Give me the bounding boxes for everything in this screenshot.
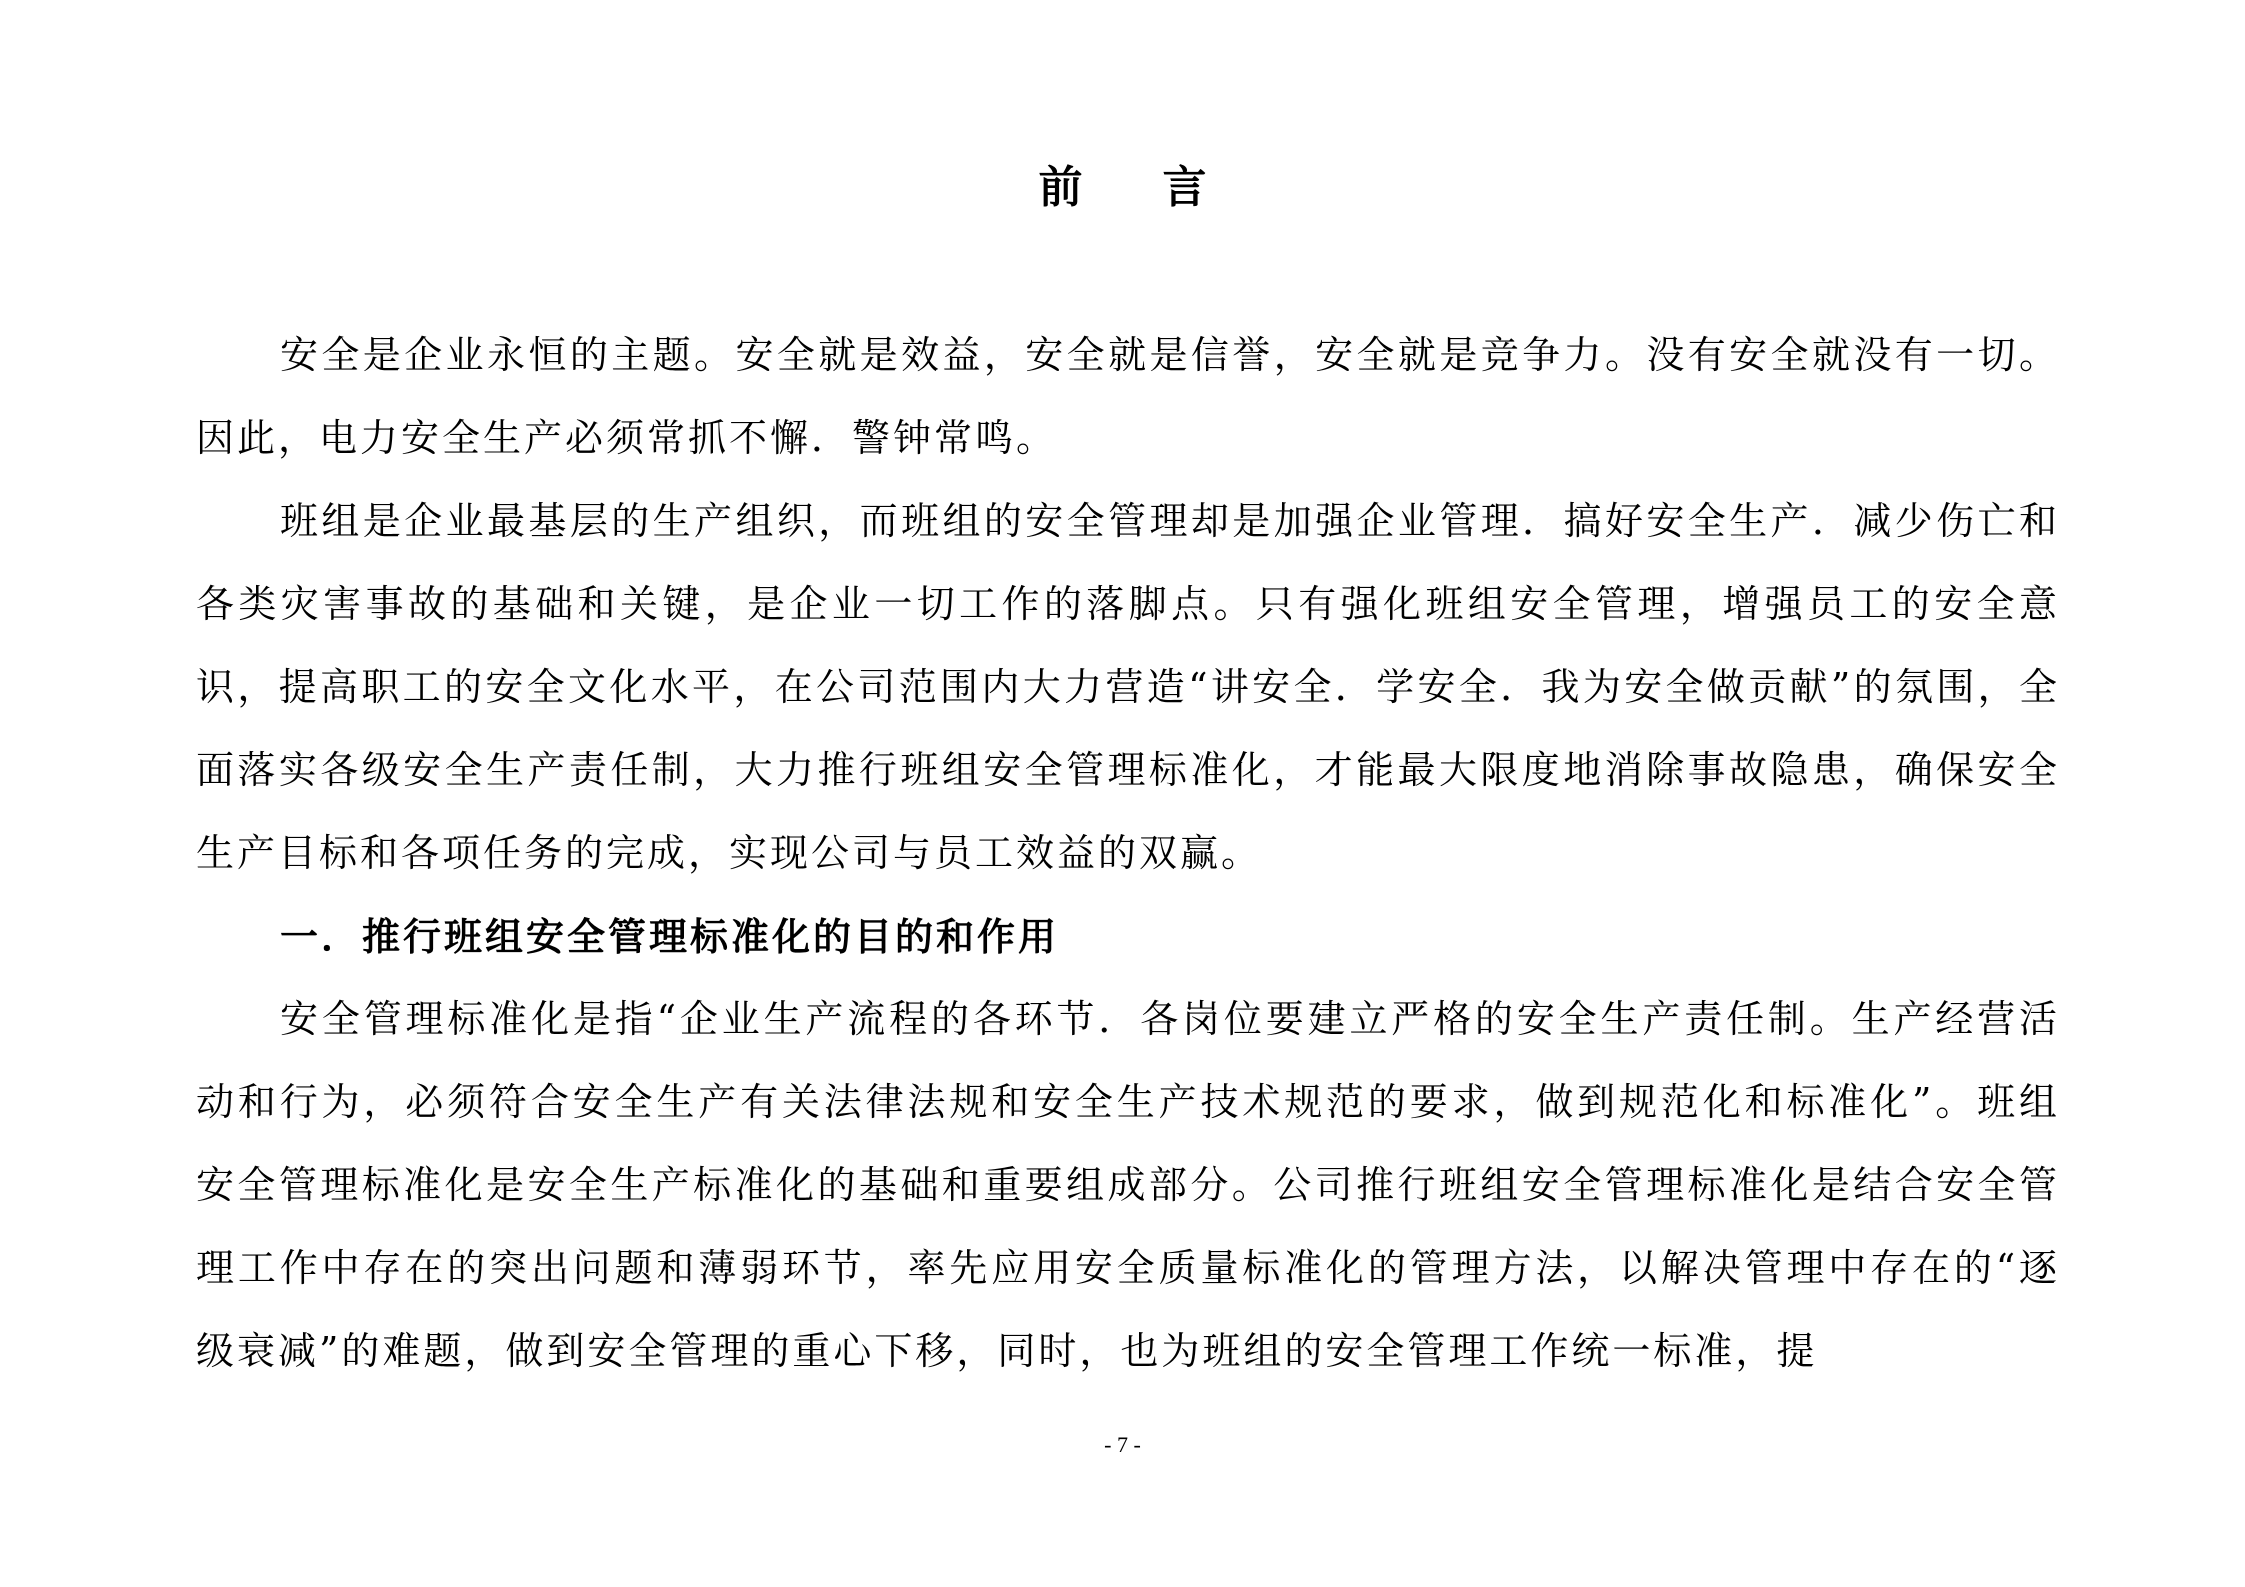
section-heading: 一．推行班组安全管理标准化的目的和作用	[280, 914, 1060, 959]
body-text	[196, 314, 2060, 1393]
paragraph-2: 班组是企业最基层的生产组织，而班组的安全管理却是加强企业管理．搞好安全生产．减少伤亡和各类灾害事故的基础和关键，是企业一切工作的落脚点。只有强化班组安全管理，增强员工的安全意识，提高职工的安全文化水平，在公司范围内大力营造“讲安全．学安全．我为安全做贡献”的氛围，全面落实各级安全生产责任制，大力推行班组安全管理标准化，才能最大限度地消除事故隐患，确保安全生产目标和各项任务的完成，实现公司与员工效益的双赢。	[196, 499, 2060, 875]
page-title	[0, 158, 2245, 218]
title-char-2: 言	[1162, 162, 1207, 213]
page-number: - 7 -	[1104, 1432, 1141, 1457]
paragraph-1: 安全是企业永恒的主题。安全就是效益，安全就是信誉，安全就是竞争力。没有安全就没有一切。因此，电力安全生产必须常抓不懈．警钟常鸣。	[196, 333, 2060, 460]
paragraph-3: 安全管理标准化是指“企业生产流程的各环节．各岗位要建立严格的安全生产责任制。生产经营活动和行为，必须符合安全生产有关法律法规和安全生产技术规范的要求，做到规范化和标准化”。班组安全管理标准化是安全生产标准化的基础和重要组成部分。公司推行班组安全管理标准化是结合安全管理工作中存在的突出问题和薄弱环节，率先应用安全质量标准化的管理方法，以解决管理中存在的“逐级衰减”的难题，做到安全管理的重心下移，同时，也为班组的安全管理工作统一标准，提	[196, 997, 2060, 1373]
title-char-1: 前	[1038, 162, 1083, 213]
